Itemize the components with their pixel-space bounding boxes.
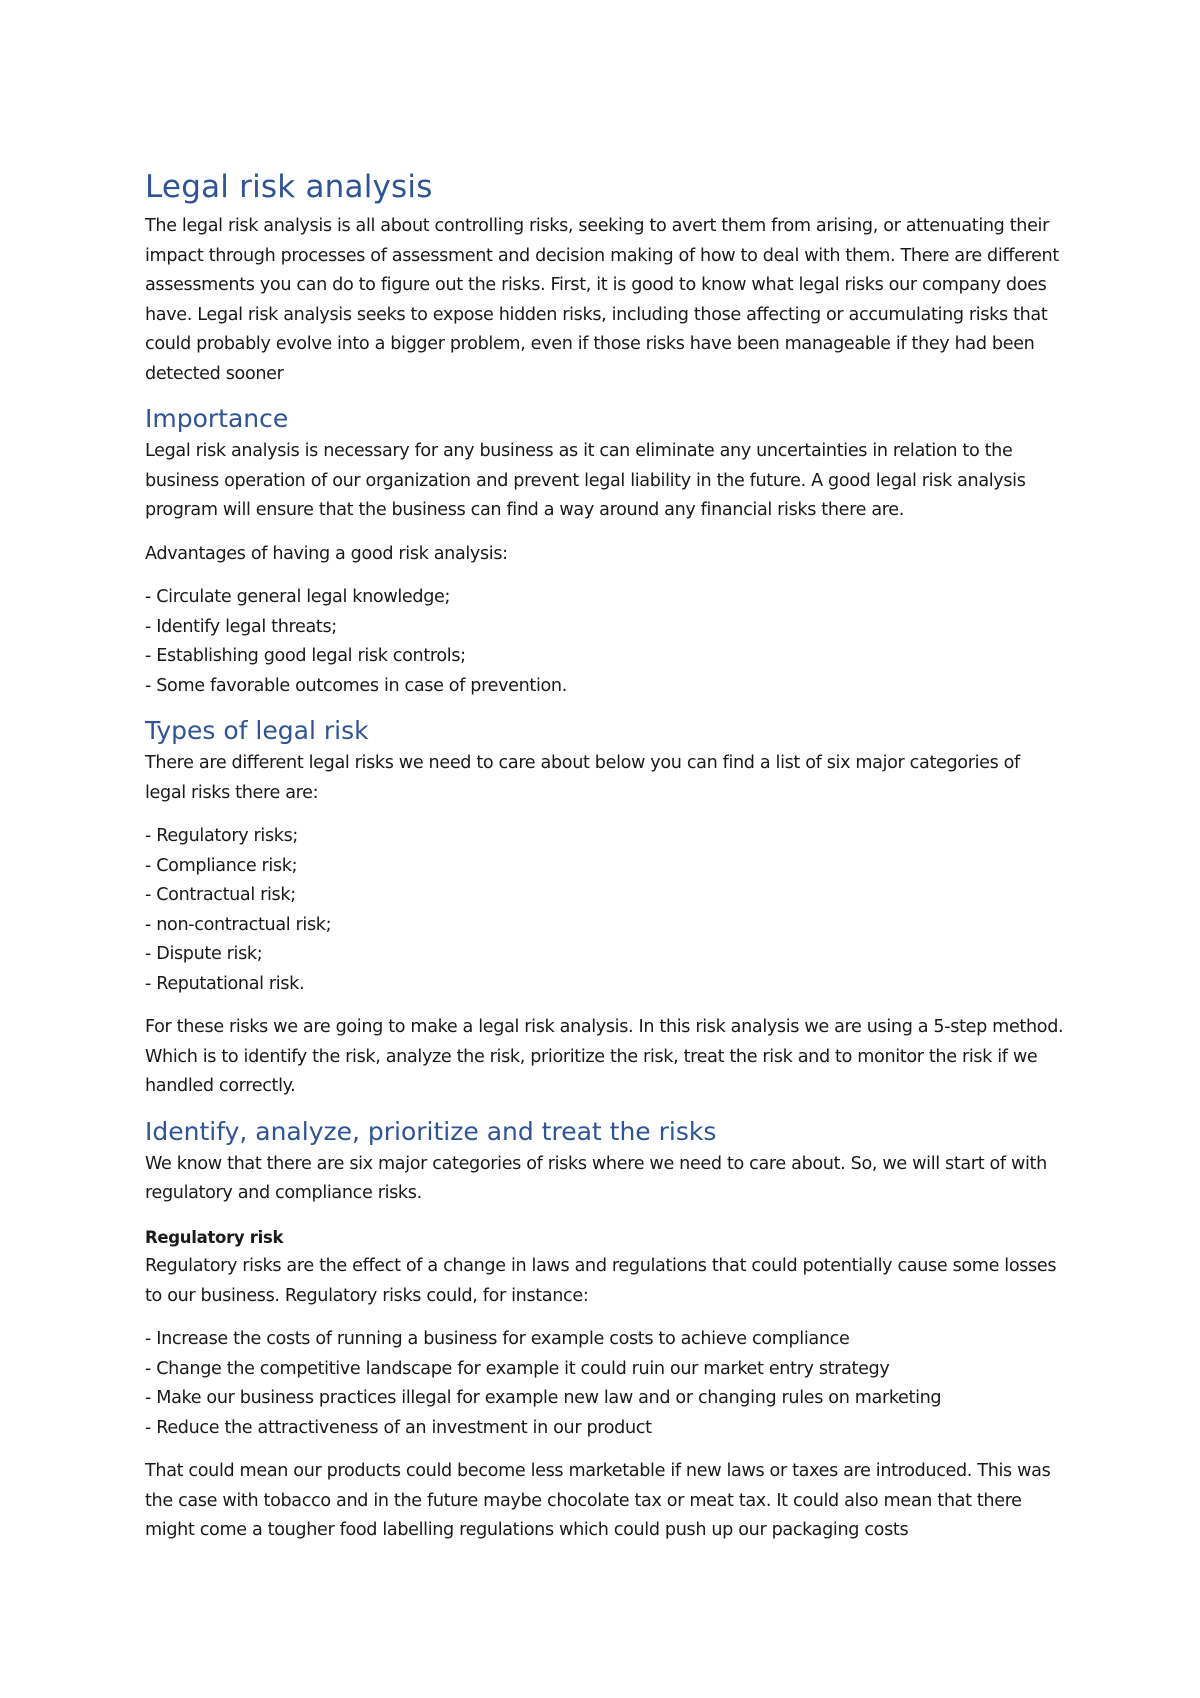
advantages-list (145, 583, 1065, 701)
intro-paragraph: The legal risk analysis is all about controlling risks, seeking to avert them from arising, or attenuating their impact through processes of assessment and decision making of how to deal with them. There are different assessments you can do to figure out the risks. First, it is good to know what legal risks our company does have. Legal risk analysis seeks to expose hidden risks, including those affecting or accumulating risks that could probably evolve into a bigger problem, even if those risks have been manageable if they had been detected sooner (145, 216, 1059, 384)
identify-heading: Identify, analyze, prioritize and treat the risks (145, 1116, 717, 1146)
list-item: - Increase the costs of running a business for example costs to achieve compliance (145, 1329, 850, 1349)
document-page (145, 168, 1065, 1560)
list-item: - Make our business practices illegal for example new law and or changing rules on marketing (145, 1388, 942, 1408)
types-heading: Types of legal risk (145, 716, 369, 745)
list-item: - non-contractual risk; (145, 914, 332, 935)
risk-types-list (145, 822, 1065, 999)
types-paragraph: There are different legal risks we need to care about below you can find a list of six major categories of legal risks there are: (145, 753, 1020, 803)
list-item: - Regulatory risks; (145, 826, 299, 846)
list-item: - Establishing good legal risk controls; (145, 646, 466, 666)
list-item: - Dispute risk; (145, 944, 263, 964)
list-item: - Reduce the attractiveness of an investment in our product (145, 1417, 652, 1438)
importance-heading: Importance (145, 404, 289, 433)
advantages-intro: Advantages of having a good risk analysis: (145, 543, 508, 564)
importance-paragraph: Legal risk analysis is necessary for any business as it can eliminate any uncertainties in relation to the business operation of our organization and prevent legal liability in the future. A good legal risk analysis program will ensure that the business can find a way around any financial risks there are. (145, 441, 1026, 520)
list-item: - Circulate general legal knowledge; (145, 587, 451, 607)
list-item: - Reputational risk. (145, 973, 305, 994)
document-title: Legal risk analysis (145, 169, 433, 205)
list-item: - Compliance risk; (145, 855, 298, 876)
list-item: - Change the competitive landscape for example it could ruin our market entry strategy (145, 1358, 890, 1379)
list-item: - Some favorable outcomes in case of prevention. (145, 675, 567, 696)
regulatory-risk-list (145, 1325, 1065, 1443)
types-closing-paragraph: For these risks we are going to make a legal risk analysis. In this risk analysis we are using a 5-step method. Which is to identify the risk, analyze the risk, prioritize the risk, treat the risk and to monitor the risk if we handled correctly. (145, 1017, 1064, 1096)
list-item: - Identify legal threats; (145, 616, 337, 637)
list-item: - Contractual risk; (145, 885, 296, 905)
regulatory-risk-subheading: Regulatory risk (145, 1227, 284, 1247)
regulatory-closing-paragraph: That could mean our products could become less marketable if new laws or taxes are introduced. This was the case with tobacco and in the future maybe chocolate tax or meat tax. It could also mean that there might come a tougher food labelling regulations which could push up our packaging costs (145, 1461, 1051, 1540)
identify-paragraph: We know that there are six major categories of risks where we need to care about. So, we will start of with regulatory and compliance risks. (145, 1153, 1047, 1203)
regulatory-risk-paragraph: Regulatory risks are the effect of a change in laws and regulations that could potentially cause some losses to our business. Regulatory risks could, for instance: (145, 1256, 1057, 1306)
